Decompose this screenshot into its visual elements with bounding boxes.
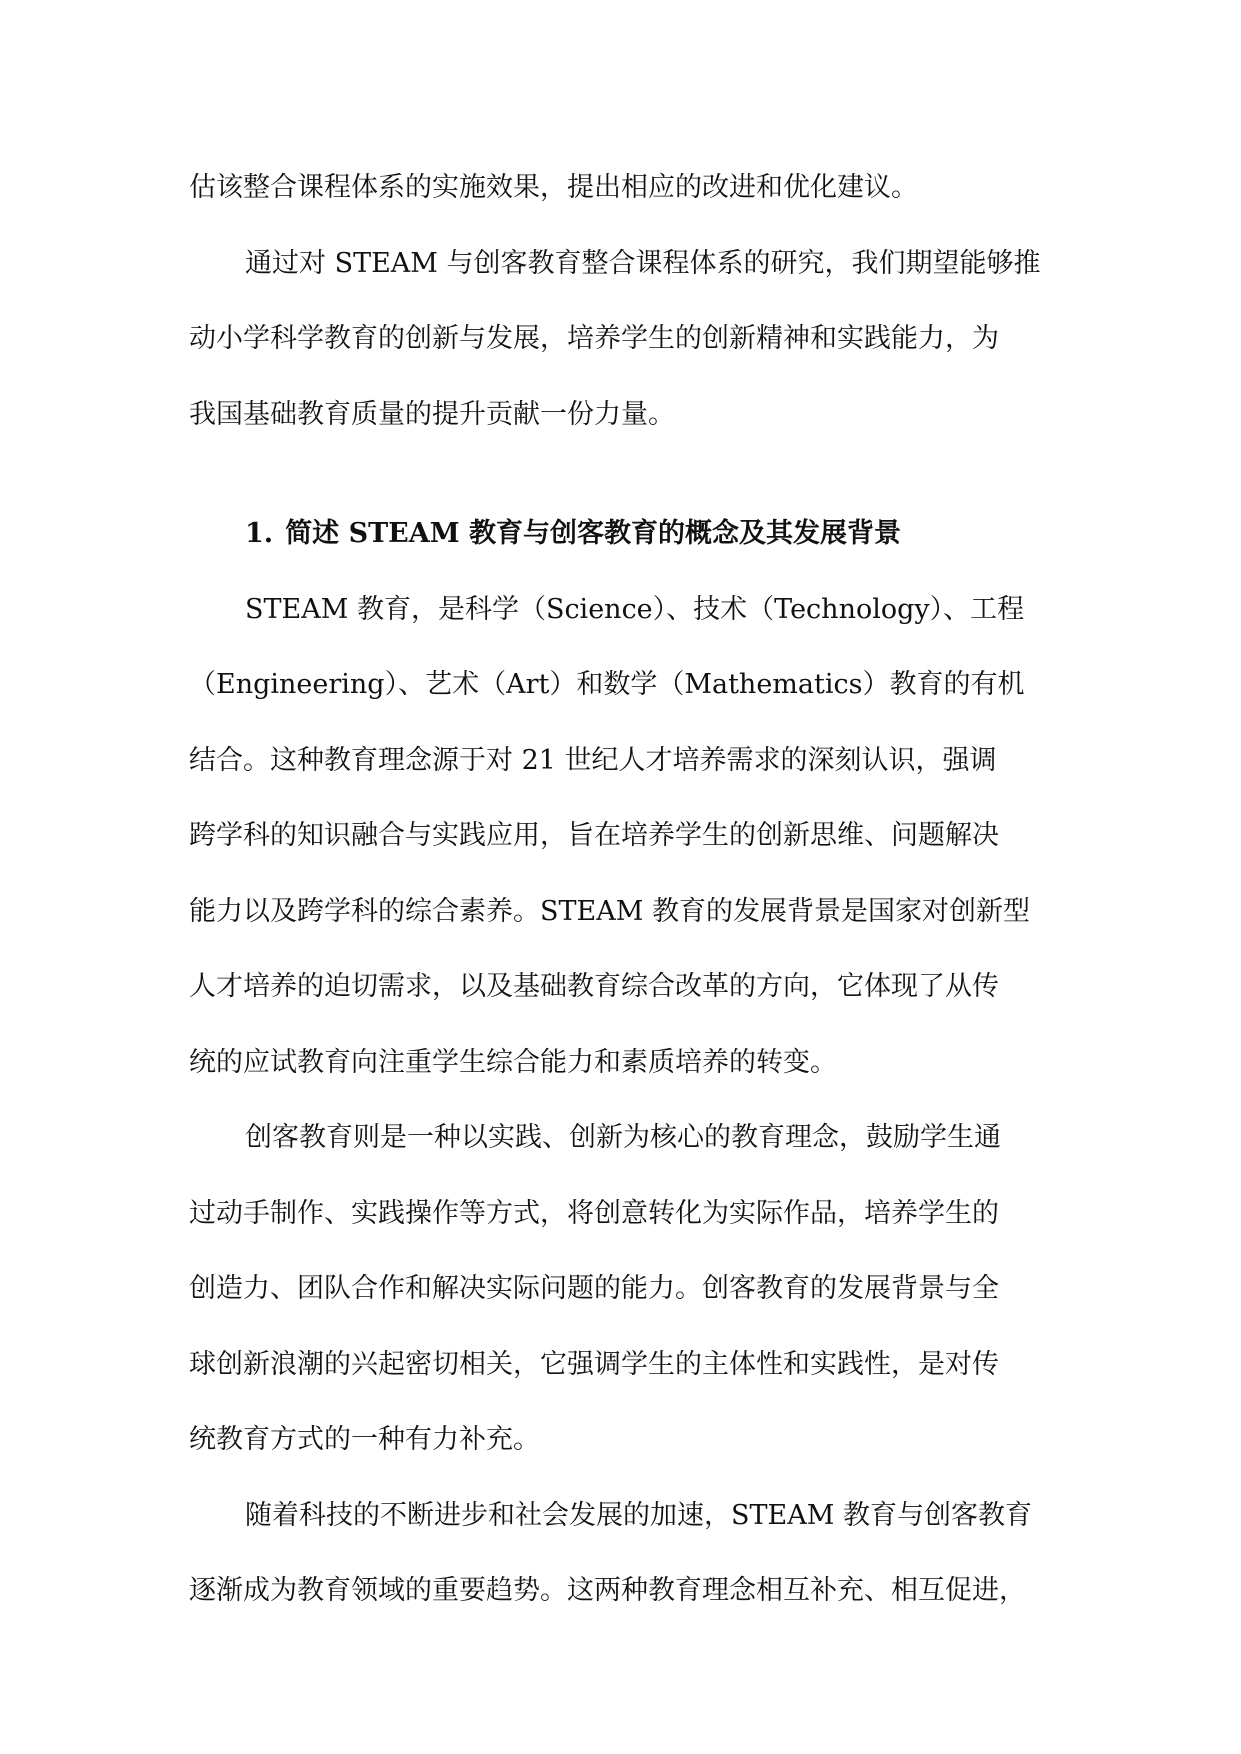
section-heading — [189, 496, 1055, 572]
text-line: 估该整合课程体系的实施效果，提出相应的改进和优化建议。 — [189, 172, 918, 203]
paragraph-intro-end — [189, 150, 1055, 226]
text-line: STEAM 教育，是科学（Science）、技术（Technology）、工程 — [245, 593, 1025, 625]
text-line: 人才培养的迫切需求，以及基础教育综合改革的方向，它体现了从传 — [189, 971, 999, 1002]
text-line: 能力以及跨学科的综合素养。STEAM 教育的发展背景是国家对创新型 — [189, 895, 1030, 927]
text-line: 通过对 STEAM 与创客教育整合课程体系的研究，我们期望能够推 — [245, 247, 1041, 279]
text-line: 跨学科的知识融合与实践应用，旨在培养学生的创新思维、问题解决 — [189, 820, 999, 851]
text-line: 随着科技的不断进步和社会发展的加速，STEAM 教育与创客教育 — [245, 1499, 1032, 1531]
text-line: 结合。这种教育理念源于对 21 世纪人才培养需求的深刻认识，强调 — [189, 744, 997, 776]
text-line: 过动手制作、实践操作等方式，将创意转化为实际作品，培养学生的 — [189, 1197, 999, 1229]
text-line: 统的应试教育向注重学生综合能力和素质培养的转变。 — [189, 1046, 837, 1078]
paragraph-trend — [189, 1478, 1055, 1629]
text-line: 我国基础教育质量的提升贡献一份力量。 — [189, 398, 675, 430]
section-title: 简述 STEAM 教育与创客教育的概念及其发展背景 — [285, 518, 901, 549]
section-number: 1. — [245, 518, 274, 549]
paragraph-steam-concept — [189, 572, 1055, 1101]
text-line: 逐渐成为教育领域的重要趋势。这两种教育理念相互补充、相互促进， — [189, 1575, 1026, 1606]
text-line: 创造力、团队合作和解决实际问题的能力。创客教育的发展背景与全 — [189, 1273, 999, 1304]
text-line: 统教育方式的一种有力补充。 — [189, 1424, 540, 1455]
paragraph-research-goal — [189, 226, 1055, 453]
text-line: （Engineering）、艺术（Art）和数学（Mathematics）教育的有机 — [189, 669, 1025, 700]
text-line: 创客教育则是一种以实践、创新为核心的教育理念，鼓励学生通 — [245, 1122, 1001, 1153]
text-line: 动小学科学教育的创新与发展，培养学生的创新精神和实践能力，为 — [189, 323, 999, 354]
paragraph-maker-concept — [189, 1100, 1055, 1478]
document-page — [189, 150, 1055, 1629]
text-line: 球创新浪潮的兴起密切相关，它强调学生的主体性和实践性，是对传 — [189, 1348, 999, 1380]
